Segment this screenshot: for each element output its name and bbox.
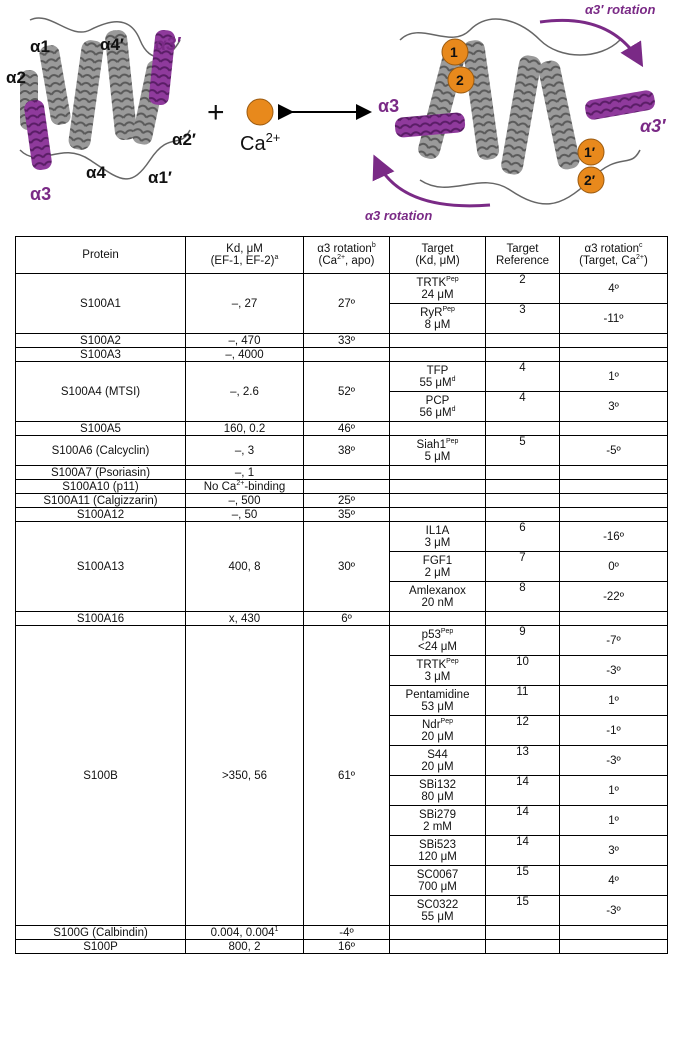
target-cell [390, 422, 486, 436]
helix-a4 [67, 39, 104, 151]
target-rotation: -5º [560, 436, 668, 466]
target-rotation: -22º [560, 582, 668, 612]
protein-name: S100A4 (MTSI) [16, 362, 186, 422]
target-rotation: 3º [560, 836, 668, 866]
label-a3: α3 [30, 184, 52, 204]
kd-value: >350, 56 [221, 769, 268, 782]
target-reference: 4 [486, 392, 560, 422]
target-name: Amlexanox [409, 584, 466, 597]
kd-value: –, 500 [228, 494, 261, 507]
target-kd: <24 μM [418, 640, 457, 653]
protein-rotation: 46º [304, 422, 390, 436]
target-name: IL1A [425, 524, 450, 537]
target-kd-line [425, 671, 451, 683]
target-kd: 20 μM [421, 730, 454, 743]
target-kd: 20 nM [421, 596, 454, 609]
calcium-label: $Ca^{2+}$ [240, 130, 281, 155]
ca-site-1p [578, 139, 604, 165]
target-rotation: -11º [560, 304, 668, 334]
protein-kd [186, 436, 304, 466]
target-kd-line [425, 451, 451, 463]
target-cell [390, 866, 486, 896]
target-reference [486, 508, 560, 522]
target-kd: 55 μM [421, 910, 454, 923]
target-kd-sup: d [451, 405, 456, 413]
protein-kd [186, 480, 304, 494]
target-kd-line [421, 761, 453, 773]
kd-tail: -binding [244, 480, 286, 493]
target-cell [390, 480, 486, 494]
table-body [16, 274, 668, 954]
target-kd-line [425, 567, 451, 579]
helix-a3 [23, 99, 53, 171]
target-rotation: -3º [560, 896, 668, 926]
kd-value: x, 430 [228, 612, 261, 625]
table-row [16, 612, 668, 626]
target-reference: 14 [486, 776, 560, 806]
kd-sup: 2+ [236, 479, 245, 487]
target-rotation: -7º [560, 626, 668, 656]
label-a4p: α4′ [100, 35, 124, 54]
kd-value: 800, 2 [228, 940, 261, 953]
target-reference: 2 [486, 274, 560, 304]
target-cell [390, 612, 486, 626]
target-cell [390, 466, 486, 480]
protein-name: S100A1 [16, 274, 186, 334]
ca-site-2 [448, 67, 474, 93]
protein-kd [186, 626, 304, 926]
target-rotation: 1º [560, 686, 668, 716]
target-kd: 24 μM [421, 288, 454, 301]
target-reference [486, 612, 560, 626]
a3-rotation-label: α3 rotation [365, 208, 433, 223]
target-reference: 9 [486, 626, 560, 656]
target-reference [486, 494, 560, 508]
kd-value: –, 2.6 [230, 385, 259, 398]
target-name-line [392, 307, 483, 319]
target-cell [390, 334, 486, 348]
target-kd: 2 mM [423, 820, 452, 833]
target-cell [390, 522, 486, 552]
a3p-rotation-arrow [540, 20, 640, 62]
target-kd-line [423, 821, 452, 833]
target-cell [390, 776, 486, 806]
target-name: FGF1 [422, 554, 453, 567]
target-name-line [392, 779, 483, 791]
target-cell [390, 304, 486, 334]
target-reference: 14 [486, 806, 560, 836]
protein-rotation: 61º [304, 626, 390, 926]
target-cell [390, 436, 486, 466]
svg-text:2: 2 [456, 72, 464, 88]
table-row [16, 362, 668, 392]
col-target-reference: Target Reference [486, 237, 560, 274]
svg-text:1′: 1′ [584, 144, 596, 160]
table-row [16, 348, 668, 362]
protein-rotation: 35º [304, 508, 390, 522]
target-rotation [560, 926, 668, 940]
target-cell [390, 746, 486, 776]
target-name: RyR [420, 306, 443, 319]
col-target-rotation: α3 rotation$^c$ (Target, $Ca^{2+}$) [560, 237, 668, 274]
kd-value: 0.004, 0.004 [210, 926, 275, 939]
target-cell [390, 686, 486, 716]
target-reference: 7 [486, 552, 560, 582]
target-cell [390, 494, 486, 508]
s100-structure-figure [0, 0, 682, 228]
target-rotation [560, 334, 668, 348]
target-name: p53 [421, 628, 441, 641]
protein-name: S100A6 (Calcyclin) [16, 436, 186, 466]
target-cell [390, 582, 486, 612]
protein-kd [186, 334, 304, 348]
protein-rotation: 52º [304, 362, 390, 422]
a3-rotation-arrow [376, 160, 490, 206]
protein-rotation [304, 466, 390, 480]
target-cell [390, 806, 486, 836]
target-reference: 3 [486, 304, 560, 334]
target-cell [390, 926, 486, 940]
target-cell [390, 940, 486, 954]
calcium-ion [247, 99, 273, 125]
protein-kd [186, 926, 304, 940]
target-name-line [392, 585, 483, 597]
target-name: S44 [427, 748, 448, 761]
target-rotation: 3º [560, 392, 668, 422]
target-rotation [560, 466, 668, 480]
target-name: TFP [426, 364, 449, 377]
table-row [16, 494, 668, 508]
label-a2p: α2′ [172, 130, 196, 149]
ca-site-2p [578, 167, 604, 193]
target-name: Pentamidine [405, 688, 470, 701]
target-kd-line [425, 319, 451, 331]
target-kd-line [418, 851, 457, 863]
target-name-line [392, 555, 483, 567]
protein-name: S100G (Calbindin) [16, 926, 186, 940]
label-a3-bound: α3 [378, 96, 400, 116]
table-row [16, 480, 668, 494]
a3p-rotation-label: α3′ rotation [585, 2, 656, 17]
target-cell [390, 716, 486, 746]
target-rotation: 1º [560, 362, 668, 392]
table-row [16, 466, 668, 480]
kd-value: –, 4000 [225, 348, 264, 361]
col-kd: Kd, μM (EF-1, EF-2)$^a$ [186, 237, 304, 274]
target-reference [486, 480, 560, 494]
protein-name: S100A10 (p11) [16, 480, 186, 494]
protein-kd [186, 508, 304, 522]
kd-value: –, 3 [234, 444, 255, 457]
target-name-line [392, 439, 483, 451]
target-name-line [392, 689, 483, 701]
target-rotation [560, 612, 668, 626]
svg-text:2′: 2′ [584, 172, 596, 188]
table-row [16, 626, 668, 656]
protein-rotation: 16º [304, 940, 390, 954]
target-name-line [392, 719, 483, 731]
target-name-line [392, 839, 483, 851]
target-kd: 3 μM [424, 670, 451, 683]
target-kd: 700 μM [418, 880, 457, 893]
col-a3-rotation: α3 rotation$^b$ ($Ca^{2+}$, apo) [304, 237, 390, 274]
label-a3p-bound: α3′ [640, 116, 666, 136]
target-kd-line [421, 911, 453, 923]
target-reference: 5 [486, 436, 560, 466]
kd-value: –, 50 [231, 508, 258, 521]
target-sup: Pep [445, 437, 459, 445]
target-kd-line [421, 791, 453, 803]
target-kd: 53 μM [421, 700, 454, 713]
table-header-row [16, 237, 668, 274]
target-cell [390, 552, 486, 582]
target-reference [486, 466, 560, 480]
target-name: TRTK [416, 658, 447, 671]
kd-sup: 1 [274, 925, 279, 933]
target-rotation: 0º [560, 552, 668, 582]
target-rotation: -16º [560, 522, 668, 552]
target-cell [390, 896, 486, 926]
target-cell [390, 836, 486, 866]
protein-kd [186, 348, 304, 362]
target-rotation: 4º [560, 274, 668, 304]
protein-name: S100A5 [16, 422, 186, 436]
target-name-line [392, 869, 483, 881]
target-kd-line [421, 289, 453, 301]
target-kd-line [422, 597, 454, 609]
target-rotation: -3º [560, 656, 668, 686]
target-name-line [392, 629, 483, 641]
target-name-line [392, 899, 483, 911]
target-reference: 13 [486, 746, 560, 776]
protein-kd [186, 940, 304, 954]
target-reference [486, 348, 560, 362]
plus-sign: + [207, 96, 225, 129]
target-reference: 15 [486, 866, 560, 896]
table-row [16, 522, 668, 552]
target-reference [486, 940, 560, 954]
target-name: Ndr [422, 718, 441, 731]
protein-name: S100A11 (Calgizzarin) [16, 494, 186, 508]
kd-value: –, 27 [231, 297, 258, 310]
s100-rotation-table [15, 236, 668, 954]
target-sup: Pep [440, 717, 453, 725]
target-kd-line [418, 641, 457, 653]
target-kd-line [421, 731, 453, 743]
label-a2: α2 [6, 68, 26, 87]
target-reference: 6 [486, 522, 560, 552]
protein-kd [186, 612, 304, 626]
protein-rotation: 38º [304, 436, 390, 466]
kd-value: 400, 8 [228, 560, 261, 573]
protein-name: S100A7 (Psoriasin) [16, 466, 186, 480]
target-reference [486, 334, 560, 348]
kd-value: –, 1 [234, 466, 255, 479]
target-cell [390, 626, 486, 656]
protein-rotation [304, 348, 390, 362]
target-sup: Pep [446, 657, 459, 665]
table-row [16, 334, 668, 348]
target-cell [390, 392, 486, 422]
target-name: SC0067 [416, 868, 459, 881]
target-name: TRTK [416, 276, 447, 289]
target-rotation: 4º [560, 866, 668, 896]
protein-name: S100B [16, 626, 186, 926]
target-kd-line [418, 881, 457, 893]
target-rotation [560, 348, 668, 362]
protein-name: S100A13 [16, 522, 186, 612]
target-rotation [560, 940, 668, 954]
table-row [16, 508, 668, 522]
target-name-line [392, 749, 483, 761]
protein-kd [186, 494, 304, 508]
protein-rotation: 6º [304, 612, 390, 626]
target-name-line [392, 277, 483, 289]
target-kd: 2 μM [424, 566, 451, 579]
target-rotation: 1º [560, 776, 668, 806]
target-rotation: -3º [560, 746, 668, 776]
protein-name: S100A3 [16, 348, 186, 362]
protein-kd [186, 522, 304, 612]
kd-value: No Ca [203, 480, 237, 493]
target-kd-sup: d [451, 375, 456, 383]
target-kd-line [419, 407, 455, 419]
protein-name: S100P [16, 940, 186, 954]
target-kd: 120 μM [418, 850, 457, 863]
target-kd: 55 μM [419, 376, 452, 389]
target-reference [486, 422, 560, 436]
target-sup: Pep [442, 305, 455, 313]
target-rotation [560, 422, 668, 436]
target-kd-line [425, 537, 451, 549]
target-name-line [392, 395, 483, 407]
target-rotation: -1º [560, 716, 668, 746]
target-name-line [392, 365, 483, 377]
target-name: PCP [425, 394, 450, 407]
target-name: SBi523 [418, 838, 457, 851]
target-cell [390, 656, 486, 686]
table-row [16, 274, 668, 304]
col-target: Target (Kd, μM) [390, 237, 486, 274]
target-name: SBi279 [418, 808, 457, 821]
svg-text:1: 1 [450, 44, 458, 60]
protein-kd [186, 274, 304, 334]
protein-rotation: 27º [304, 274, 390, 334]
target-cell [390, 508, 486, 522]
protein-rotation: 25º [304, 494, 390, 508]
target-kd-line [419, 377, 455, 389]
protein-name: S100A16 [16, 612, 186, 626]
target-sup: Pep [440, 627, 454, 635]
kd-value: 160, 0.2 [223, 422, 266, 435]
target-cell [390, 274, 486, 304]
target-name-line [392, 659, 483, 671]
target-reference: 10 [486, 656, 560, 686]
target-reference [486, 926, 560, 940]
target-kd: 5 μM [424, 450, 451, 463]
target-reference: 12 [486, 716, 560, 746]
helix-a3-bound [394, 112, 465, 138]
target-cell [390, 362, 486, 392]
table-row [16, 422, 668, 436]
target-name-line [392, 525, 483, 537]
protein-name: S100A2 [16, 334, 186, 348]
target-reference: 14 [486, 836, 560, 866]
target-reference: 8 [486, 582, 560, 612]
target-kd-line [421, 701, 453, 713]
target-rotation [560, 494, 668, 508]
target-kd: 3 μM [424, 536, 451, 549]
target-kd: 80 μM [421, 790, 454, 803]
target-rotation [560, 480, 668, 494]
target-name: SBi132 [418, 778, 457, 791]
protein-kd [186, 362, 304, 422]
target-reference: 4 [486, 362, 560, 392]
label-a3p: α3′ [155, 34, 181, 54]
target-rotation: 1º [560, 806, 668, 836]
target-reference: 15 [486, 896, 560, 926]
target-name: SC0322 [416, 898, 459, 911]
target-kd: 20 μM [421, 760, 454, 773]
protein-rotation [304, 480, 390, 494]
target-kd: 56 μM [419, 406, 452, 419]
kd-value: –, 470 [228, 334, 261, 347]
ca-site-1 [442, 39, 468, 65]
table-row [16, 436, 668, 466]
protein-rotation: 30º [304, 522, 390, 612]
target-rotation [560, 508, 668, 522]
target-reference: 11 [486, 686, 560, 716]
table-row [16, 926, 668, 940]
label-a1: α1 [30, 37, 50, 56]
target-cell [390, 348, 486, 362]
col-protein: Protein [16, 237, 186, 274]
protein-rotation: 33º [304, 334, 390, 348]
calcium-bound-structure [394, 19, 656, 204]
label-a4: α4 [86, 163, 106, 182]
protein-rotation: -4º [304, 926, 390, 940]
target-name: Siah1 [416, 438, 446, 451]
target-kd: 8 μM [424, 318, 451, 331]
protein-kd [186, 422, 304, 436]
protein-kd [186, 466, 304, 480]
table-row [16, 940, 668, 954]
label-a1p: α1′ [148, 168, 172, 187]
target-sup: Pep [446, 275, 459, 283]
target-name-line [392, 809, 483, 821]
protein-name: S100A12 [16, 508, 186, 522]
